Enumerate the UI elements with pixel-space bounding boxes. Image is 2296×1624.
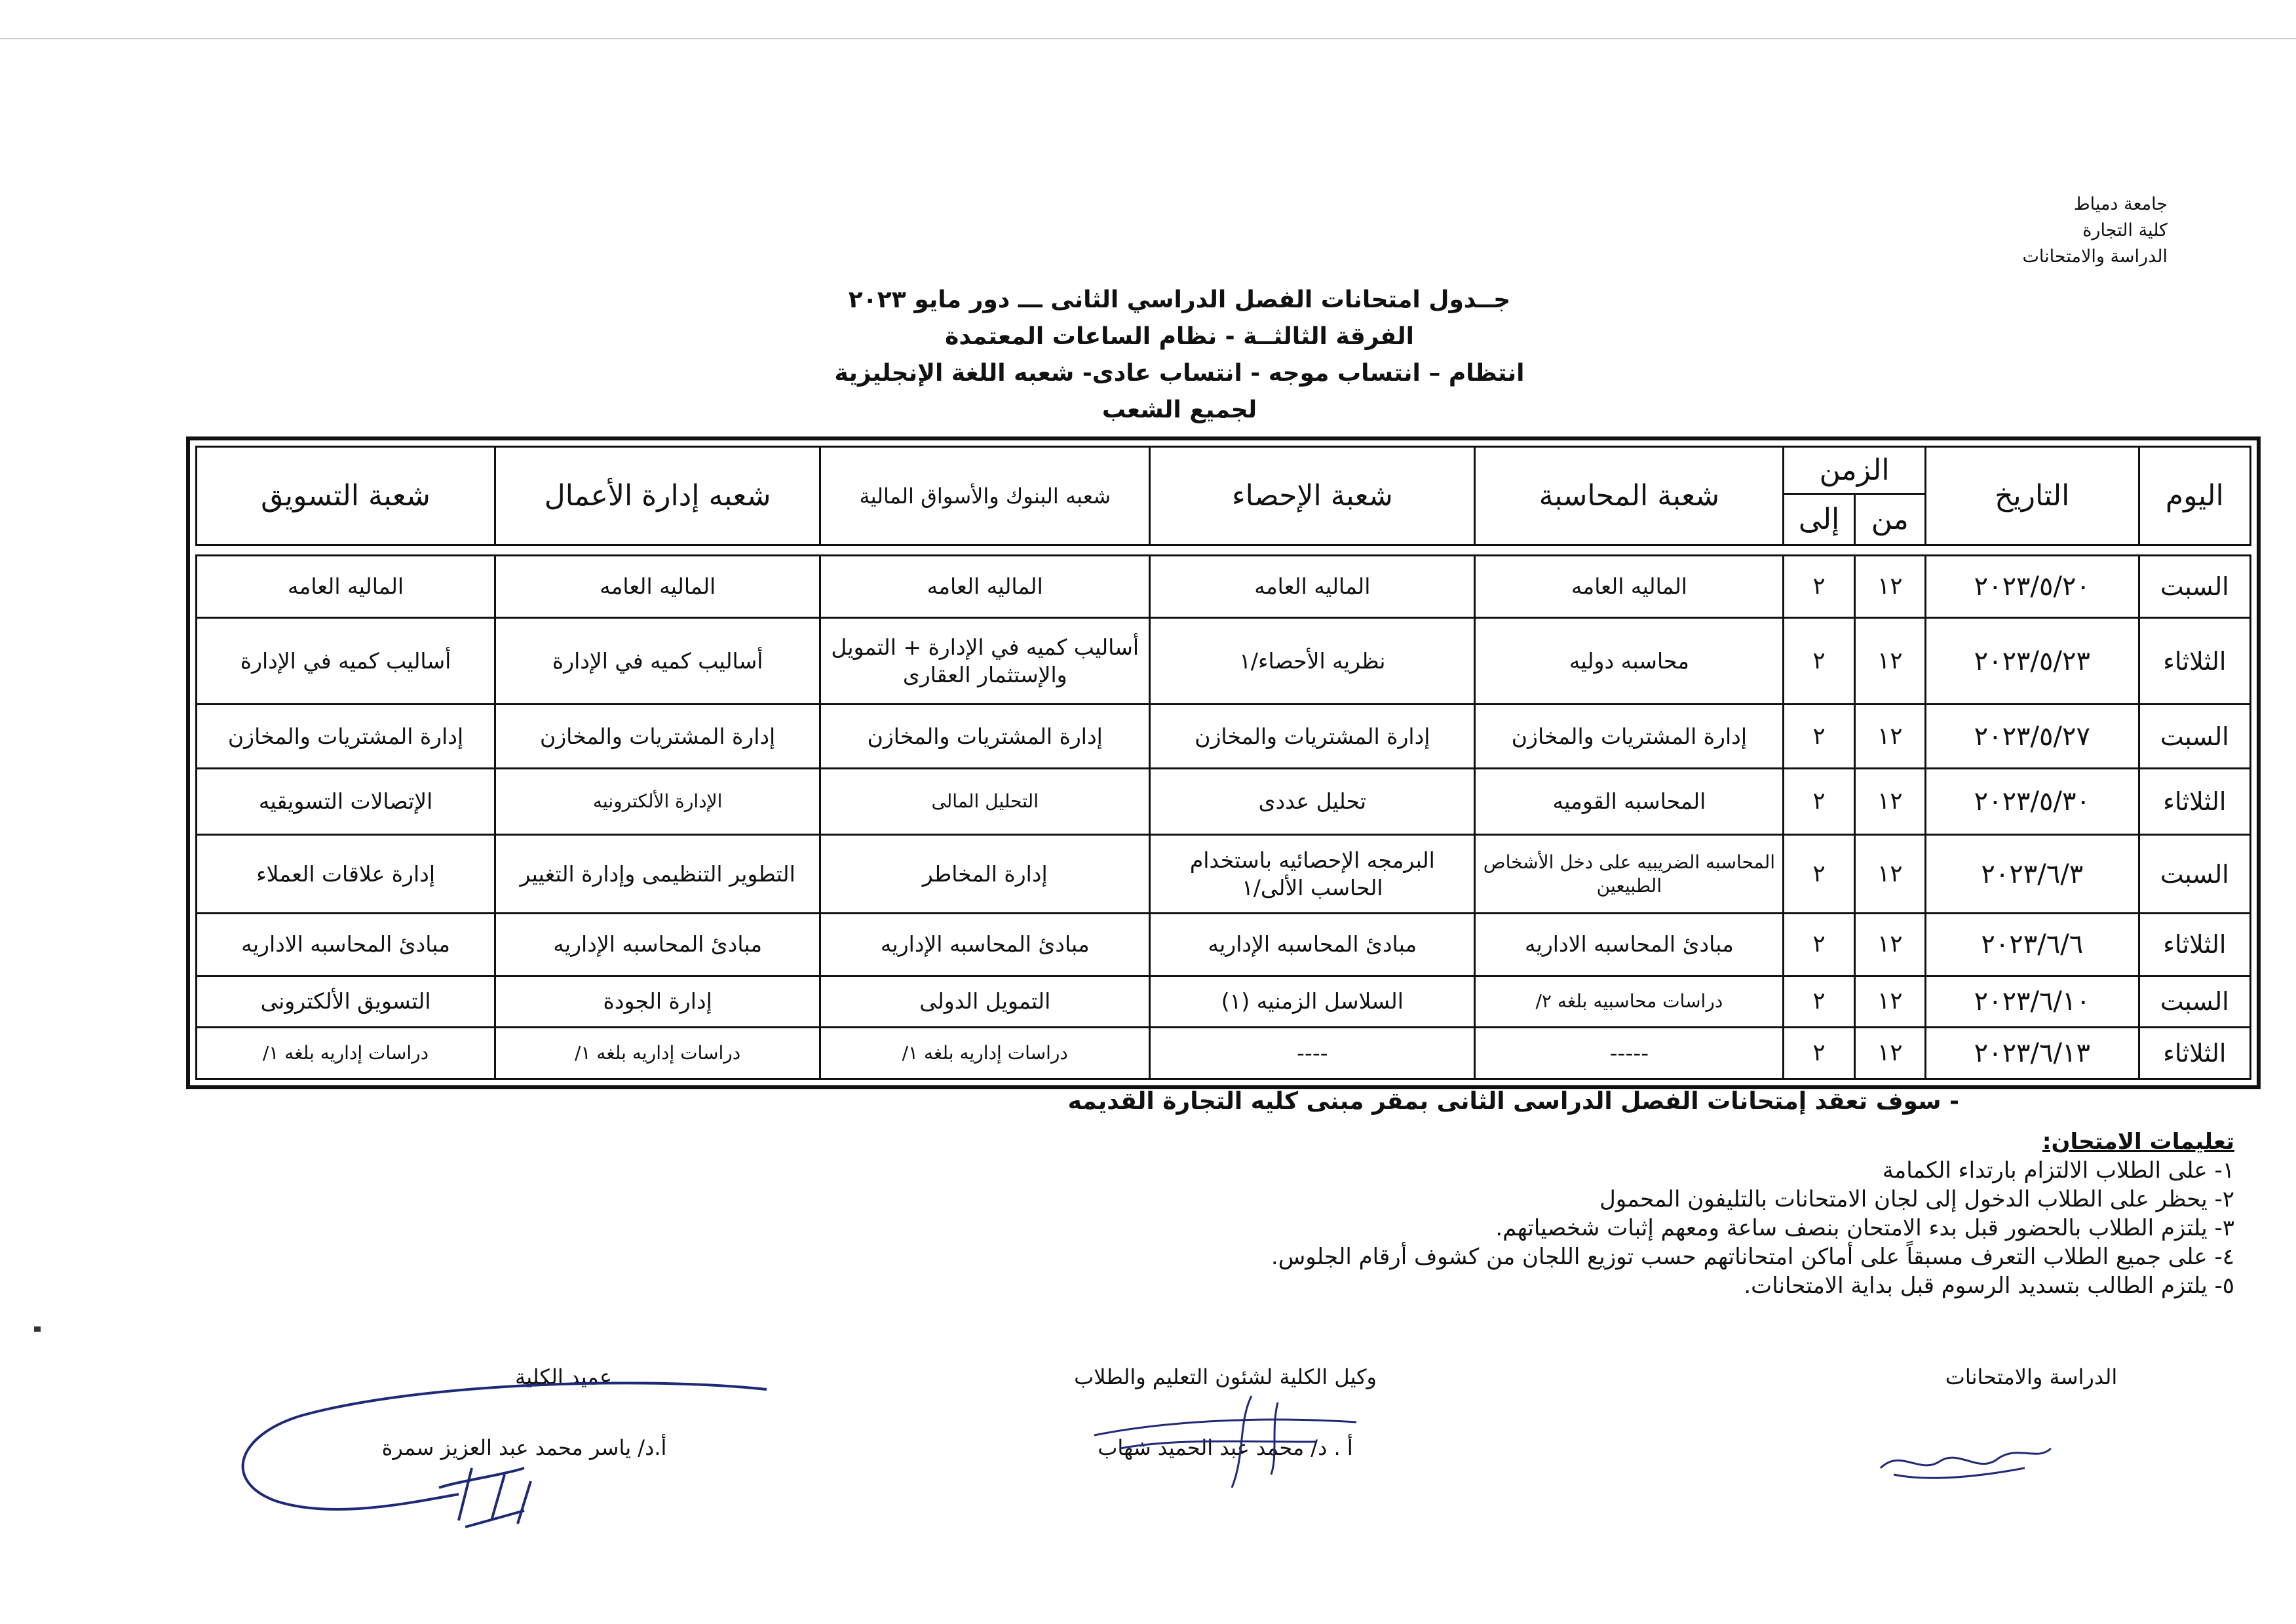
cell-to: ٢ (1784, 914, 1854, 976)
cell-day: الثلاثاء (2139, 914, 2250, 976)
cell-accounting: المحاسبه الضريبيه على دخل الأشخاص الطبيعين (1475, 835, 1784, 914)
cell-banking: إدارة المشتريات والمخازن (820, 705, 1150, 768)
cell-day: السبت (2139, 976, 2250, 1028)
title-line-3: انتظام – انتساب موجه - انتساب عادى- شعبه اللغة الإنجليزية (834, 360, 1525, 387)
table-row (197, 914, 2251, 976)
cell-banking: الماليه العامه (820, 555, 1150, 617)
institution-header (1892, 191, 2168, 270)
cell-day: السبت (2139, 705, 2250, 768)
header-accounting: شعبة المحاسبة (1475, 447, 1784, 545)
cell-date: ٢٠٢٣/٦/١٣ (1925, 1028, 2139, 1079)
vice-dean-name: أ . د/ محمد عبد الحميد شهاب (1098, 1435, 1353, 1460)
cell-from: ١٢ (1854, 555, 1925, 617)
cell-marketing: الماليه العامه (197, 555, 495, 617)
header-banking: شعبه البنوك والأسواق المالية (820, 447, 1150, 545)
header-separator (197, 545, 2251, 556)
table-row (197, 768, 2251, 834)
title-line-4: لجميع الشعب (1101, 396, 1257, 423)
faculty-name: كلية التجارة (2082, 220, 2168, 241)
cell-marketing: الإتصالات التسويقيه (197, 768, 495, 834)
cell-from: ١٢ (1854, 768, 1925, 834)
cell-banking: إدارة المخاطر (820, 835, 1150, 914)
instruction-item: ٣- يلتزم الطلاب بالحضور قبل بدء الامتحان بنصف ساعة ومعهم إثبات شخصياتهم. (1495, 1215, 2234, 1241)
cell-business: مبادئ المحاسبه الإداريه (495, 914, 820, 976)
scan-edge-line (0, 38, 2296, 39)
table-row (197, 617, 2251, 705)
table-row (197, 835, 2251, 914)
exam-instructions (1101, 1127, 2234, 1300)
schedule-table-frame (186, 436, 2261, 1089)
cell-day: الثلاثاء (2139, 1028, 2250, 1079)
cell-date: ٢٠٢٣/٥/٢٣ (1925, 617, 2139, 705)
cell-business: أساليب كميه في الإدارة (495, 617, 820, 705)
cell-business: الإدارة الألكترونيه (495, 768, 820, 834)
cell-accounting: ----- (1475, 1028, 1784, 1079)
cell-marketing: إدارة علاقات العملاء (197, 835, 495, 914)
cell-business: إدارة المشتريات والمخازن (495, 705, 820, 768)
cell-accounting: مبادئ المحاسبه الاداريه (1475, 914, 1784, 976)
cell-business: الماليه العامه (495, 555, 820, 617)
cell-marketing: إدارة المشتريات والمخازن (197, 705, 495, 768)
cell-business: التطوير التنظيمى وإدارة التغيير (495, 835, 820, 914)
dean-handwritten-signature (223, 1370, 786, 1553)
cell-from: ١٢ (1854, 976, 1925, 1028)
header-time: الزمن (1784, 447, 1925, 494)
document-title (819, 282, 1540, 429)
header-statistics: شعبة الإحصاء (1150, 447, 1475, 545)
cell-marketing: أساليب كميه في الإدارة (197, 617, 495, 705)
cell-banking: أساليب كميه في الإدارة + التمويل والإستثمار العقارى (820, 617, 1150, 705)
cell-date: ٢٠٢٣/٥/٣٠ (1925, 768, 2139, 834)
exams-office-handwritten-signature (1867, 1422, 2064, 1494)
cell-marketing: مبادئ المحاسبه الاداريه (197, 914, 495, 976)
vice-dean-title: وكيل الكلية لشئون التعليم والطلاب (1074, 1364, 1377, 1389)
cell-date: ٢٠٢٣/٥/٢٧ (1925, 705, 2139, 768)
cell-from: ١٢ (1854, 705, 1925, 768)
instruction-item: ١- على الطلاب الالتزام بارتداء الكمامة (1882, 1157, 2234, 1184)
cell-to: ٢ (1784, 768, 1854, 834)
dean-title: عميد الكلية (515, 1364, 612, 1389)
university-name: جامعة دمياط (2073, 194, 2168, 214)
department-name: الدراسة والامتحانات (2022, 246, 2168, 267)
dean-name: أ.د/ ياسر محمد عبد العزيز سمرة (381, 1435, 667, 1460)
exams-office-signature-block (1881, 1364, 2182, 1389)
cell-banking: التحليل المالى (820, 768, 1150, 834)
table-row (197, 976, 2251, 1028)
cell-statistics: البرمجه الإحصائيه باستخدام الحاسب الألى/١ (1150, 835, 1475, 914)
cell-from: ١٢ (1854, 1028, 1925, 1079)
table-row (197, 705, 2251, 768)
cell-date: ٢٠٢٣/٦/١٠ (1925, 976, 2139, 1028)
cell-marketing: دراسات إداريه بلغه ١/ (197, 1028, 495, 1079)
instructions-title: تعليمات الامتحان: (2042, 1129, 2234, 1155)
cell-to: ٢ (1784, 835, 1854, 914)
cell-business: إدارة الجودة (495, 976, 820, 1028)
cell-statistics: ---- (1150, 1028, 1475, 1079)
header-marketing: شعبة التسويق (197, 447, 495, 545)
cell-date: ٢٠٢٣/٦/٦ (1925, 914, 2139, 976)
cell-statistics: نظريه الأحصاء/١ (1150, 617, 1475, 705)
cell-statistics: إدارة المشتريات والمخازن (1150, 705, 1475, 768)
instruction-item: ٥- يلتزم الطالب بتسديد الرسوم قبل بداية الامتحانات. (1744, 1273, 2234, 1299)
exams-office-title: الدراسة والامتحانات (1945, 1364, 2118, 1389)
cell-banking: دراسات إداريه بلغه ١/ (820, 1028, 1150, 1079)
cell-accounting: الماليه العامه (1475, 555, 1784, 617)
cell-to: ٢ (1784, 617, 1854, 705)
scan-speck (34, 1326, 41, 1332)
cell-date: ٢٠٢٣/٦/٣ (1925, 835, 2139, 914)
exam-location-note: - سوف تعقد إمتحانات الفصل الدراسى الثانى بمقر مبنى كليه التجارة القديمه (1067, 1088, 1959, 1115)
cell-day: السبت (2139, 835, 2250, 914)
cell-to: ٢ (1784, 705, 1854, 768)
cell-accounting: إدارة المشتريات والمخازن (1475, 705, 1784, 768)
cell-statistics: السلاسل الزمنيه (١) (1150, 976, 1475, 1028)
instruction-item: ٢- يحظر على الطلاب الدخول إلى لجان الامتحانات بالتليفون المحمول (1599, 1186, 2234, 1212)
title-line-2: الفرقة الثالثــة - نظام الساعات المعتمدة (945, 323, 1414, 350)
header-business: شعبه إدارة الأعمال (495, 447, 820, 545)
cell-to: ٢ (1784, 976, 1854, 1028)
cell-statistics: تحليل عددى (1150, 768, 1475, 834)
table-row (197, 555, 2251, 617)
cell-date: ٢٠٢٣/٥/٢٠ (1925, 555, 2139, 617)
header-date: التاريخ (1925, 447, 2139, 545)
cell-accounting: محاسبه دوليه (1475, 617, 1784, 705)
table-row (197, 1028, 2251, 1079)
vice-dean-handwritten-signature (1081, 1376, 1383, 1494)
cell-statistics: الماليه العامه (1150, 555, 1475, 617)
cell-to: ٢ (1784, 555, 1854, 617)
title-line-1: جــدول امتحانات الفصل الدراسي الثانى ـــ دور مايو ٢٠٢٣ (848, 286, 1511, 313)
cell-accounting: المحاسبه القوميه (1475, 768, 1784, 834)
header-day: اليوم (2139, 447, 2250, 545)
cell-to: ٢ (1784, 1028, 1854, 1079)
cell-from: ١٢ (1854, 835, 1925, 914)
cell-banking: التمويل الدولى (820, 976, 1150, 1028)
cell-business: دراسات إداريه بلغه ١/ (495, 1028, 820, 1079)
cell-from: ١٢ (1854, 914, 1925, 976)
header-to: إلى (1784, 494, 1854, 545)
cell-from: ١٢ (1854, 617, 1925, 705)
cell-day: الثلاثاء (2139, 617, 2250, 705)
cell-day: الثلاثاء (2139, 768, 2250, 834)
cell-statistics: مبادئ المحاسبه الإداريه (1150, 914, 1475, 976)
exam-schedule-table (195, 446, 2251, 1080)
cell-banking: مبادئ المحاسبه الإداريه (820, 914, 1150, 976)
header-from: من (1854, 494, 1925, 545)
cell-marketing: التسويق الألكترونى (197, 976, 495, 1028)
instruction-item: ٤- على جميع الطلاب التعرف مسبقاً على أماكن امتحاناتهم حسب توزيع اللجان من كشوف أرقام الجلوس. (1271, 1244, 2234, 1270)
cell-day: السبت (2139, 555, 2250, 617)
cell-accounting: دراسات محاسبيه بلغه ٢/ (1475, 976, 1784, 1028)
